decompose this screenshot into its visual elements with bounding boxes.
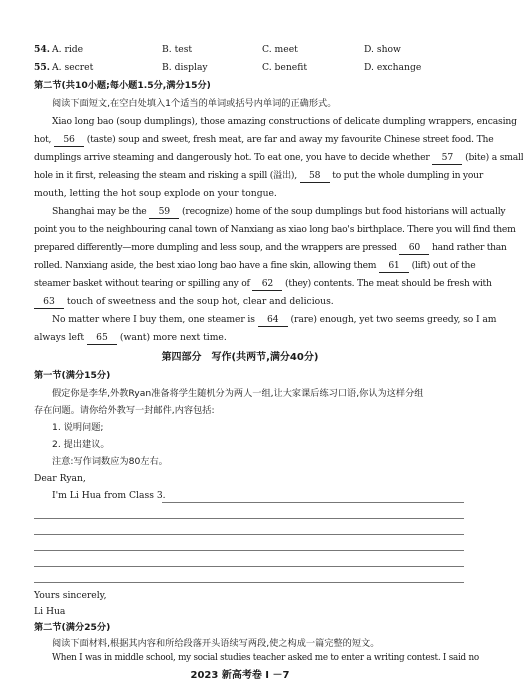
passage-line: 63 touch of sweetness and the soup hot, clear and delicious. xyxy=(34,296,334,309)
writing-section-2-heading: 第二节(满分25分) xyxy=(34,622,111,633)
blank-57[interactable]: 57 xyxy=(432,152,462,165)
part-4-heading: 第四部分 写作(共两节,满分40分) xyxy=(161,352,319,363)
passage-line: point you to the neighbouring canal town of Nanxiang as xiao long bao's birthplace. There you will find them xyxy=(34,224,516,235)
passage-line: hole in it first, releasing the steam and risking a spill (溢出), 58 to put the whole dumpling in your xyxy=(34,170,483,181)
blank-59[interactable]: 59 xyxy=(149,206,179,219)
option-c: C. benefit xyxy=(262,62,308,73)
question-number: 54. xyxy=(34,44,50,55)
writing-prompt-line: 假定你是李华,外教Ryan准备将学生随机分为两人一组,让大家课后练习口语,你认为这样分组 xyxy=(52,388,424,399)
passage-line: No matter where I buy them, one steamer is 64 (rare) enough, yet two seems greedy, so I am xyxy=(52,314,497,325)
option-d: D. show xyxy=(364,44,401,55)
writing-line[interactable] xyxy=(34,582,464,583)
writing-prompt-line: 存在问题。请你给外教写一封邮件,内容包括: xyxy=(34,405,215,416)
blank-63[interactable]: 63 xyxy=(34,296,64,309)
passage-line: hot, 56 (taste) soup and sweet, fresh meat, are far and away my favourite Chinese street food. The xyxy=(34,134,494,145)
prompt-item-2: 2. 提出建议。 xyxy=(52,439,110,450)
blank-60[interactable]: 60 xyxy=(399,242,429,255)
passage-line: dumplings arrive steaming and dangerously hot. To eat one, you have to decide whether 57 (bite) a small xyxy=(34,152,523,163)
option-b: B. display xyxy=(162,62,208,73)
section-2-heading: 第二节(共10小题;每小题1.5分,满分15分) xyxy=(34,80,211,91)
section-2-instruction: 阅读下面短文,在空白处填入1个适当的单词或括号内单词的正确形式。 xyxy=(52,98,337,109)
blank-58[interactable]: 58 xyxy=(300,170,330,183)
passage-line: rolled. Nanxiang aside, the best xiao long bao have a fine skin, allowing them 61 (lift) out of the xyxy=(34,260,476,271)
passage-line: Shanghai may be the 59 (recognize) home of the soup dumplings but food historians will actually xyxy=(52,206,506,217)
writing-line[interactable] xyxy=(34,534,464,535)
prompt-item-1: 1. 说明问题; xyxy=(52,422,104,433)
writing-line[interactable] xyxy=(34,550,464,551)
passage-line: Xiao long bao (soup dumplings), those amazing constructions of delicate dumpling wrappers, encasing xyxy=(52,116,517,127)
word-count-note: 注意:写作词数应为80左右。 xyxy=(52,456,168,467)
option-a: A. ride xyxy=(52,44,84,55)
letter-greeting: Dear Ryan, xyxy=(34,473,86,484)
blank-62[interactable]: 62 xyxy=(252,278,282,291)
option-c: C. meet xyxy=(262,44,298,55)
writing-line[interactable] xyxy=(34,566,464,567)
blank-65[interactable]: 65 xyxy=(87,332,117,345)
letter-signature: Li Hua xyxy=(34,606,66,617)
passage-line: prepared differently—more dumpling and less soup, and the wrappers are pressed 60 hand rather than xyxy=(34,242,507,253)
option-b: B. test xyxy=(162,44,193,55)
passage-line: mouth, letting the hot soup explode on your tongue. xyxy=(34,188,277,199)
option-d: D. exchange xyxy=(364,62,422,73)
writing-line[interactable] xyxy=(34,518,464,519)
passage-line: always left 65 (want) more next time. xyxy=(34,332,227,343)
question-number: 55. xyxy=(34,62,50,73)
material-text-line: When I was in middle school, my social studies teacher asked me to enter a writing contest. I said no xyxy=(52,653,479,663)
passage-line: steamer basket without tearing or spilling any of 62 (they) contents. The meat should be fresh with xyxy=(34,278,492,289)
writing-2-instruction: 阅读下面材料,根据其内容和所给段落开头语续写两段,使之构成一篇完整的短文。 xyxy=(52,638,380,649)
blank-64[interactable]: 64 xyxy=(258,314,288,327)
page-footer: 2023 新高考卷 I －7 xyxy=(190,670,290,681)
writing-line[interactable] xyxy=(162,502,464,503)
letter-closing: Yours sincerely, xyxy=(34,590,107,601)
letter-opening: I'm Li Hua from Class 3. xyxy=(52,490,166,501)
blank-61[interactable]: 61 xyxy=(379,260,409,273)
option-a: A. secret xyxy=(52,62,94,73)
writing-section-1-heading: 第一节(满分15分) xyxy=(34,370,111,381)
blank-56[interactable]: 56 xyxy=(54,134,84,147)
